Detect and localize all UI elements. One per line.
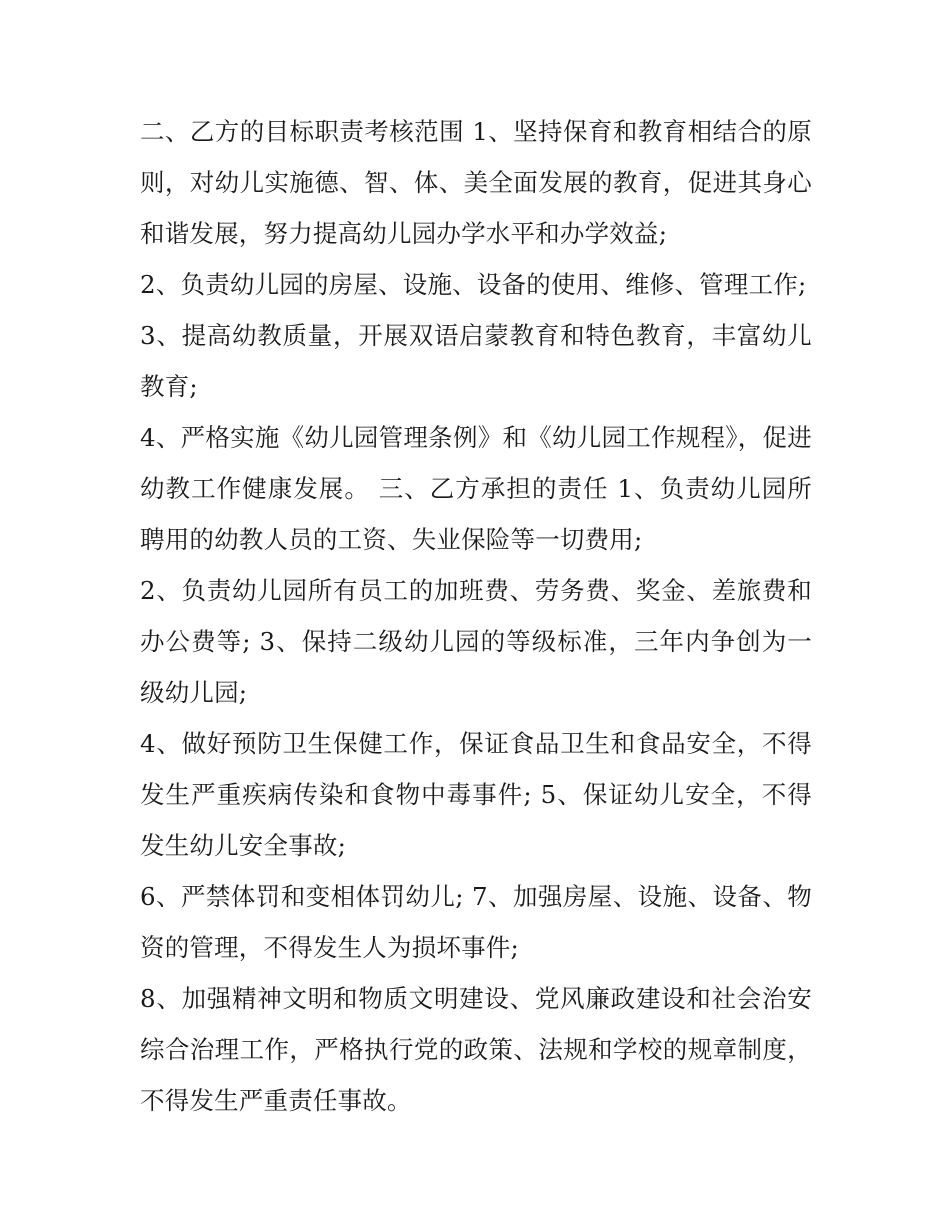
paragraph-item-6-discipline: 6、严禁体罚和变相体罚幼儿; 7、加强房屋、设施、设备、物资的管理，不得发生人为损坏事件; [140,882,812,962]
paragraph-target-duties: 二、乙方的目标职责考核范围 1、坚持保育和教育相结合的原则，对幼儿实施德、智、体、美全面发展的教育，促进其身心和谐发展，努力提高幼儿园办学水平和办学效益; [140,117,812,248]
document-body [140,106,812,1126]
paragraph-item-8-governance: 8、加强精神文明和物质文明建设、党风廉政建设和社会治安综合治理工作，严格执行党的政策、法规和学校的规章制度，不得发生严重责任事故。 [140,984,812,1115]
paragraph-item-4-regulations: 4、严格实施《幼儿园管理条例》和《幼儿园工作规程》，促进幼教工作健康发展。 三、乙方承担的责任 1、负责幼儿园所聘用的幼教人员的工资、失业保险等一切费用; [140,423,812,554]
paragraph-item-4-health: 4、做好预防卫生保健工作，保证食品卫生和食品安全，不得发生严重疾病传染和食物中毒事件; 5、保证幼儿安全，不得发生幼儿安全事故; [140,729,812,860]
paragraph-item-2-expenses: 2、负责幼儿园所有员工的加班费、劳务费、奖金、差旅费和办公费等; 3、保持二级幼儿园的等级标准，三年内争创为一级幼儿园; [140,576,812,707]
paragraph-item-2-facilities: 2、负责幼儿园的房屋、设施、设备的使用、维修、管理工作; [140,270,807,299]
paragraph-item-3-quality: 3、提高幼教质量，开展双语启蒙教育和特色教育，丰富幼儿教育; [140,321,812,401]
